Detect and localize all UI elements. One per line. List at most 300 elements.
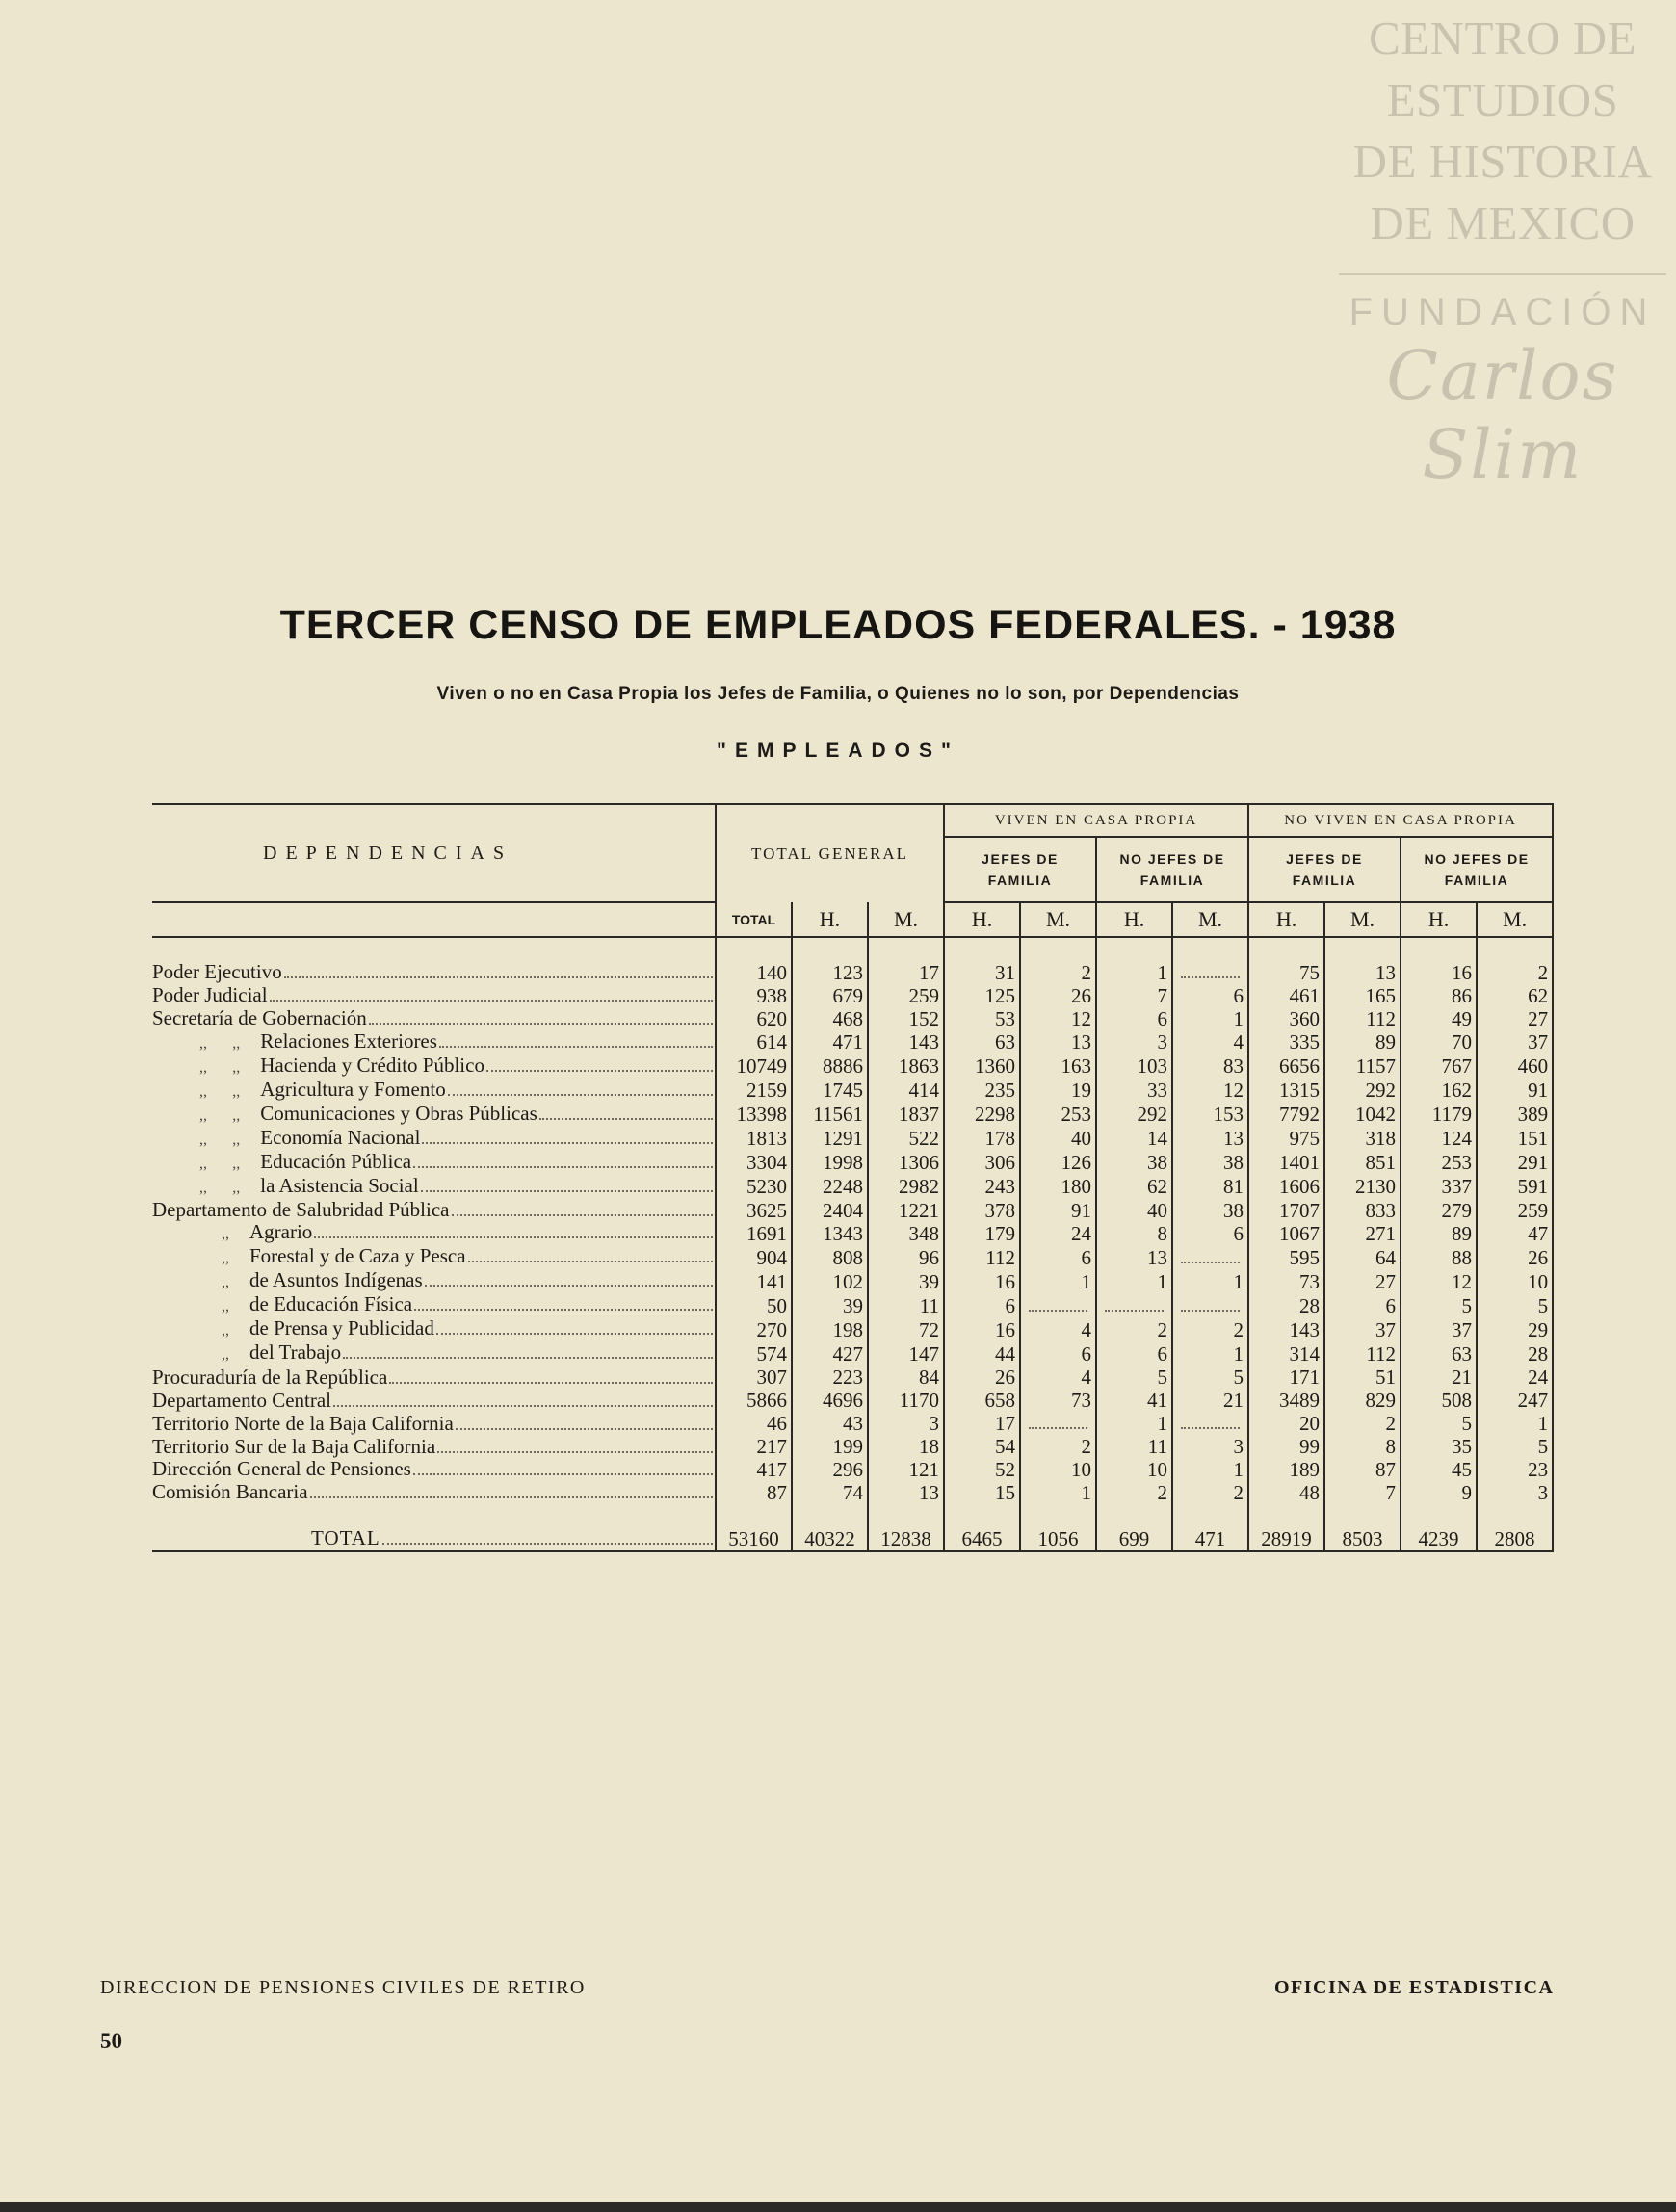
header-no-jefes-familia: NO JEFES DE FAMILIA bbox=[1096, 837, 1248, 902]
dependency-label-wrap bbox=[152, 1481, 715, 1503]
value-cell: 27 bbox=[1324, 1269, 1401, 1293]
value-cell: 1221 bbox=[868, 1199, 944, 1222]
value-cell: 54 bbox=[944, 1435, 1020, 1458]
value-cell: 6 bbox=[1172, 1221, 1248, 1245]
value-cell: 5 bbox=[1096, 1366, 1172, 1389]
value-cell: 1179 bbox=[1401, 1103, 1477, 1127]
spacer-cell bbox=[1477, 1504, 1553, 1527]
dependency-name: Agricultura y Fomento bbox=[260, 1078, 446, 1101]
value-cell: 235 bbox=[944, 1079, 1020, 1103]
spacer-cell bbox=[1477, 937, 1553, 961]
value-cell: 1707 bbox=[1248, 1199, 1324, 1222]
value-cell: 1 bbox=[1172, 1458, 1248, 1481]
dependency-label bbox=[152, 961, 282, 982]
value-cell: 14 bbox=[1096, 1127, 1172, 1151]
value-cell: 123 bbox=[792, 961, 868, 984]
value-cell: 11561 bbox=[792, 1103, 868, 1127]
value-cell: 20 bbox=[1248, 1412, 1324, 1435]
value-cell: 141 bbox=[716, 1269, 792, 1293]
value-cell: 38 bbox=[1096, 1151, 1172, 1175]
value-cell: 253 bbox=[1020, 1103, 1096, 1127]
dependency-name: Agrario bbox=[249, 1221, 313, 1244]
page-subtitle: Viven o no en Casa Propia los Jefes de Familia, o Quienes no lo son, por Dependencias bbox=[436, 684, 1240, 704]
value-cell: 1 bbox=[1020, 1481, 1096, 1504]
spacer-cell bbox=[1172, 937, 1248, 961]
ditto-mark: ,, bbox=[222, 1250, 229, 1267]
value-cell: 291 bbox=[1477, 1151, 1553, 1175]
dependency-label-wrap bbox=[152, 1199, 715, 1221]
value-cell: 292 bbox=[1096, 1103, 1172, 1127]
ditto-mark: ,, bbox=[232, 1106, 241, 1124]
table-body bbox=[152, 937, 1553, 1551]
value-cell: 12 bbox=[1401, 1269, 1477, 1293]
value-cell: 143 bbox=[1248, 1317, 1324, 1341]
dependency-cell bbox=[152, 1366, 716, 1389]
total-value-cell: 471 bbox=[1172, 1527, 1248, 1551]
value-cell: 508 bbox=[1401, 1389, 1477, 1412]
dependency-cell bbox=[152, 1269, 716, 1293]
value-cell: 180 bbox=[1020, 1175, 1096, 1199]
value-cell: 163 bbox=[1020, 1054, 1096, 1079]
value-cell: 38 bbox=[1172, 1151, 1248, 1175]
value-cell: 43 bbox=[792, 1412, 868, 1435]
value-cell: 15 bbox=[944, 1481, 1020, 1504]
value-cell: 3 bbox=[1096, 1030, 1172, 1054]
value-cell: 81 bbox=[1172, 1175, 1248, 1199]
dot-leader bbox=[333, 1405, 713, 1407]
spacer-cell bbox=[792, 937, 868, 961]
value-cell: 1863 bbox=[868, 1054, 944, 1079]
value-cell: 12 bbox=[1020, 1007, 1096, 1030]
spacer-cell bbox=[1401, 937, 1477, 961]
value-cell: 7 bbox=[1324, 1481, 1401, 1504]
value-cell: 13 bbox=[1020, 1030, 1096, 1054]
table-row bbox=[152, 1127, 1553, 1151]
value-cell: 6 bbox=[1172, 984, 1248, 1007]
table-row bbox=[152, 1221, 1553, 1245]
value-cell: 348 bbox=[868, 1221, 944, 1245]
value-cell: 851 bbox=[1324, 1151, 1401, 1175]
dependency-cell bbox=[152, 1341, 716, 1366]
value-cell: 1 bbox=[1020, 1269, 1096, 1293]
value-cell: 13 bbox=[868, 1481, 944, 1504]
value-cell: 3304 bbox=[716, 1151, 792, 1175]
ditto-mark: ,, bbox=[199, 1179, 207, 1196]
value-cell: 75 bbox=[1248, 961, 1324, 984]
dot-leader bbox=[414, 1309, 713, 1311]
table-row bbox=[152, 1269, 1553, 1293]
value-cell: 522 bbox=[868, 1127, 944, 1151]
spacer-cell bbox=[1096, 937, 1172, 961]
dot-leader bbox=[468, 1261, 713, 1262]
dependency-cell bbox=[152, 1054, 716, 1079]
value-cell: 1157 bbox=[1324, 1054, 1401, 1079]
dependency-label-wrap bbox=[152, 1317, 715, 1341]
dot-leader bbox=[413, 1166, 713, 1168]
dependency-label bbox=[152, 1366, 387, 1388]
total-value-cell: 1056 bbox=[1020, 1527, 1096, 1551]
dependency-label-wrap bbox=[152, 1175, 715, 1199]
value-cell: 17 bbox=[868, 961, 944, 984]
dependency-label bbox=[152, 1413, 454, 1434]
spacer-cell bbox=[1324, 937, 1401, 961]
dependency-label bbox=[152, 1054, 484, 1079]
value-cell: 471 bbox=[792, 1030, 868, 1054]
dependency-label bbox=[152, 1030, 437, 1054]
value-cell: 6 bbox=[1324, 1293, 1401, 1317]
dependency-cell bbox=[152, 1317, 716, 1341]
total-label-cell bbox=[152, 1527, 716, 1551]
ditto-mark: ,, bbox=[232, 1131, 241, 1148]
value-cell: 89 bbox=[1401, 1221, 1477, 1245]
value-cell: 307 bbox=[716, 1366, 792, 1389]
value-cell: 50 bbox=[716, 1293, 792, 1317]
value-cell: 3625 bbox=[716, 1199, 792, 1222]
value-cell: 13398 bbox=[716, 1103, 792, 1127]
value-cell: 259 bbox=[868, 984, 944, 1007]
table-row bbox=[152, 984, 1553, 1007]
table-row bbox=[152, 1435, 1553, 1458]
dependency-label-wrap bbox=[152, 1030, 715, 1054]
value-cell: 41 bbox=[1096, 1389, 1172, 1412]
value-cell: 337 bbox=[1401, 1175, 1477, 1199]
value-cell: 417 bbox=[716, 1458, 792, 1481]
census-table bbox=[152, 803, 1554, 1552]
value-cell: 6 bbox=[1096, 1007, 1172, 1030]
ditto-mark: ,, bbox=[222, 1298, 229, 1315]
header-total-general: TOTAL GENERAL bbox=[716, 804, 944, 902]
col-h: H. bbox=[1401, 902, 1477, 937]
census-table-container bbox=[152, 803, 1547, 1552]
value-cell bbox=[1172, 1245, 1248, 1269]
value-cell: 6656 bbox=[1248, 1054, 1324, 1079]
dependency-label bbox=[152, 1127, 420, 1151]
value-cell: 1042 bbox=[1324, 1103, 1401, 1127]
dependency-name: de Asuntos Indígenas bbox=[249, 1269, 423, 1292]
spacer-cell bbox=[152, 937, 716, 961]
value-cell: 461 bbox=[1248, 984, 1324, 1007]
total-label-wrap bbox=[152, 1527, 715, 1549]
dependency-name: del Trabajo bbox=[249, 1341, 342, 1365]
value-cell: 1 bbox=[1477, 1412, 1553, 1435]
value-cell: 223 bbox=[792, 1366, 868, 1389]
value-cell: 296 bbox=[792, 1458, 868, 1481]
value-cell: 1170 bbox=[868, 1389, 944, 1412]
value-cell: 2 bbox=[1324, 1412, 1401, 1435]
value-cell: 279 bbox=[1401, 1199, 1477, 1222]
dependency-name: Secretaría de Gobernación bbox=[152, 1006, 367, 1030]
value-cell: 87 bbox=[1324, 1458, 1401, 1481]
value-cell: 2130 bbox=[1324, 1175, 1401, 1199]
value-cell: 1291 bbox=[792, 1127, 868, 1151]
value-cell: 335 bbox=[1248, 1030, 1324, 1054]
value-cell: 243 bbox=[944, 1175, 1020, 1199]
dot-leader bbox=[369, 1023, 713, 1025]
table-row bbox=[152, 961, 1553, 984]
col-m: M. bbox=[1020, 902, 1096, 937]
value-cell: 70 bbox=[1401, 1030, 1477, 1054]
value-cell: 40 bbox=[1020, 1127, 1096, 1151]
spacer-row bbox=[152, 937, 1553, 961]
dependency-name: Territorio Sur de la Baja California bbox=[152, 1435, 436, 1458]
ditto-mark: ,, bbox=[232, 1034, 241, 1052]
value-cell: 6 bbox=[944, 1293, 1020, 1317]
value-cell: 91 bbox=[1477, 1079, 1553, 1103]
value-cell: 217 bbox=[716, 1435, 792, 1458]
col-h: H. bbox=[1248, 902, 1324, 937]
spacer-cell bbox=[868, 1504, 944, 1527]
value-cell: 1813 bbox=[716, 1127, 792, 1151]
dependency-label bbox=[152, 1151, 411, 1175]
spacer-cell bbox=[716, 937, 792, 961]
col-m: M. bbox=[1172, 902, 1248, 937]
value-cell: 39 bbox=[792, 1293, 868, 1317]
total-value-cell: 4239 bbox=[1401, 1527, 1477, 1551]
value-cell: 468 bbox=[792, 1007, 868, 1030]
value-cell: 10 bbox=[1020, 1458, 1096, 1481]
spacer-cell bbox=[1020, 1504, 1096, 1527]
dot-leader bbox=[314, 1236, 713, 1238]
value-cell: 28 bbox=[1477, 1341, 1553, 1366]
value-cell: 64 bbox=[1324, 1245, 1401, 1269]
value-cell: 414 bbox=[868, 1079, 944, 1103]
dependency-name: Forestal y de Caza y Pesca bbox=[249, 1245, 466, 1268]
dependency-label-wrap bbox=[152, 1221, 715, 1245]
dependency-name: Poder Ejecutivo bbox=[152, 960, 282, 984]
value-cell: 8886 bbox=[792, 1054, 868, 1079]
dependency-name: de Educación Física bbox=[249, 1293, 413, 1316]
watermark bbox=[1339, 8, 1666, 494]
dependency-name: Territorio Norte de la Baja California bbox=[152, 1412, 454, 1435]
value-cell: 13 bbox=[1324, 961, 1401, 984]
value-cell: 1 bbox=[1096, 1269, 1172, 1293]
value-cell: 27 bbox=[1477, 1007, 1553, 1030]
value-cell: 1401 bbox=[1248, 1151, 1324, 1175]
dependency-cell bbox=[152, 1199, 716, 1222]
table-row bbox=[152, 1412, 1553, 1435]
spacer-cell bbox=[1172, 1504, 1248, 1527]
ditto-mark: ,, bbox=[232, 1058, 241, 1076]
page-title: TERCER CENSO DE EMPLEADOS FEDERALES. - 1938 bbox=[279, 602, 1397, 648]
value-cell: 84 bbox=[868, 1366, 944, 1389]
header-viven-casa-propia: VIVEN EN CASA PROPIA bbox=[944, 804, 1248, 837]
dependency-label-wrap bbox=[152, 1436, 715, 1458]
total-value-cell: 12838 bbox=[868, 1527, 944, 1551]
value-cell: 28 bbox=[1248, 1293, 1324, 1317]
value-cell: 103 bbox=[1096, 1054, 1172, 1079]
value-cell: 620 bbox=[716, 1007, 792, 1030]
value-cell: 62 bbox=[1477, 984, 1553, 1007]
value-cell: 4 bbox=[1020, 1317, 1096, 1341]
spacer-cell bbox=[1324, 1504, 1401, 1527]
value-cell: 2 bbox=[1020, 1435, 1096, 1458]
value-cell: 162 bbox=[1401, 1079, 1477, 1103]
dependency-label bbox=[152, 1269, 423, 1293]
value-cell bbox=[1172, 961, 1248, 984]
value-cell: 2 bbox=[1020, 961, 1096, 984]
value-cell: 165 bbox=[1324, 984, 1401, 1007]
value-cell bbox=[1020, 1412, 1096, 1435]
dependency-name: de Prensa y Publicidad bbox=[249, 1317, 434, 1340]
ditto-mark: ,, bbox=[222, 1346, 229, 1364]
spacer-cell bbox=[1248, 1504, 1324, 1527]
spacer-cell bbox=[944, 1504, 1020, 1527]
dot-leader bbox=[448, 1094, 713, 1096]
value-cell: 574 bbox=[716, 1341, 792, 1366]
value-cell: 8 bbox=[1324, 1435, 1401, 1458]
ditto-mark: ,, bbox=[232, 1082, 241, 1100]
value-cell: 31 bbox=[944, 961, 1020, 984]
value-cell: 253 bbox=[1401, 1151, 1477, 1175]
table-row bbox=[152, 1481, 1553, 1504]
value-cell: 1 bbox=[1096, 961, 1172, 984]
value-cell: 4696 bbox=[792, 1389, 868, 1412]
dot-leader bbox=[343, 1357, 713, 1359]
value-cell: 1 bbox=[1172, 1341, 1248, 1366]
value-cell: 7792 bbox=[1248, 1103, 1324, 1127]
spacer-cell bbox=[944, 937, 1020, 961]
value-cell: 37 bbox=[1324, 1317, 1401, 1341]
value-cell: 99 bbox=[1248, 1435, 1324, 1458]
spacer-cell bbox=[1248, 937, 1324, 961]
value-cell: 5 bbox=[1401, 1293, 1477, 1317]
value-cell: 1 bbox=[1172, 1269, 1248, 1293]
value-cell: 1837 bbox=[868, 1103, 944, 1127]
dependency-label bbox=[152, 1390, 331, 1411]
dependency-name: Educación Pública bbox=[260, 1150, 412, 1173]
value-cell: 1315 bbox=[1248, 1079, 1324, 1103]
watermark-line: DE MEXICO bbox=[1370, 196, 1636, 249]
total-value-cell: 28919 bbox=[1248, 1527, 1324, 1551]
value-cell: 12 bbox=[1172, 1079, 1248, 1103]
total-value-cell: 6465 bbox=[944, 1527, 1020, 1551]
ditto-mark: ,, bbox=[199, 1082, 207, 1100]
value-cell: 7 bbox=[1096, 984, 1172, 1007]
value-cell: 151 bbox=[1477, 1127, 1553, 1151]
dependency-label bbox=[152, 1436, 435, 1457]
spacer-cell bbox=[1096, 1504, 1172, 1527]
total-value-cell: 8503 bbox=[1324, 1527, 1401, 1551]
value-cell: 86 bbox=[1401, 984, 1477, 1007]
dependency-label bbox=[152, 1341, 341, 1366]
page-number: 50 bbox=[100, 2029, 122, 2053]
dependency-label-wrap bbox=[152, 1245, 715, 1269]
footer-institution: DIRECCION DE PENSIONES CIVILES DE RETIRO bbox=[100, 1977, 586, 1998]
value-cell: 6 bbox=[1096, 1341, 1172, 1366]
dependency-cell bbox=[152, 961, 716, 984]
value-cell: 378 bbox=[944, 1199, 1020, 1222]
watermark-line: DE HISTORIA bbox=[1352, 135, 1653, 188]
dependency-label bbox=[152, 1199, 450, 1220]
value-cell: 96 bbox=[868, 1245, 944, 1269]
value-cell: 6 bbox=[1020, 1245, 1096, 1269]
total-row bbox=[152, 1527, 1553, 1551]
table-row bbox=[152, 1030, 1553, 1054]
value-cell: 124 bbox=[1401, 1127, 1477, 1151]
table-category: "EMPLEADOS" bbox=[717, 740, 959, 762]
value-cell: 87 bbox=[716, 1481, 792, 1504]
ditto-mark: ,, bbox=[199, 1155, 207, 1172]
dependency-cell bbox=[152, 1245, 716, 1269]
value-cell: 52 bbox=[944, 1458, 1020, 1481]
value-cell: 126 bbox=[1020, 1151, 1096, 1175]
dependency-name: Dirección General de Pensiones bbox=[152, 1458, 411, 1481]
dependency-name: Hacienda y Crédito Público bbox=[260, 1054, 484, 1077]
col-total: TOTAL bbox=[716, 902, 792, 937]
dependency-name: Procuraduría de la República bbox=[152, 1366, 388, 1389]
value-cell: 829 bbox=[1324, 1389, 1401, 1412]
spacer-cell bbox=[868, 937, 944, 961]
value-cell: 140 bbox=[716, 961, 792, 984]
watermark-signature: Carlos Slim bbox=[1386, 336, 1619, 494]
dependency-cell bbox=[152, 1030, 716, 1054]
dot-leader bbox=[422, 1142, 713, 1144]
table-row bbox=[152, 1458, 1553, 1481]
value-cell: 833 bbox=[1324, 1199, 1401, 1222]
table-row bbox=[152, 1341, 1553, 1366]
header-no-jefes-familia: NO JEFES DE FAMILIA bbox=[1401, 837, 1553, 902]
spacer-cell bbox=[792, 1504, 868, 1527]
value-cell: 808 bbox=[792, 1245, 868, 1269]
value-cell: 1306 bbox=[868, 1151, 944, 1175]
value-cell: 74 bbox=[792, 1481, 868, 1504]
dot-leader bbox=[439, 1046, 713, 1048]
value-cell: 2 bbox=[1477, 961, 1553, 984]
value-cell: 89 bbox=[1324, 1030, 1401, 1054]
value-cell: 53 bbox=[944, 1007, 1020, 1030]
table-row bbox=[152, 1199, 1553, 1222]
ditto-mark: ,, bbox=[232, 1155, 241, 1172]
watermark-line: CENTRO DE bbox=[1368, 12, 1637, 65]
dependency-cell bbox=[152, 1175, 716, 1199]
value-cell: 35 bbox=[1401, 1435, 1477, 1458]
value-cell: 13 bbox=[1096, 1245, 1172, 1269]
value-cell: 4 bbox=[1172, 1030, 1248, 1054]
scan-edge bbox=[0, 2202, 1676, 2212]
value-cell: 171 bbox=[1248, 1366, 1324, 1389]
dependency-label bbox=[152, 1317, 434, 1341]
dot-leader bbox=[310, 1496, 713, 1498]
value-cell: 11 bbox=[1096, 1435, 1172, 1458]
value-cell: 614 bbox=[716, 1030, 792, 1054]
value-cell: 314 bbox=[1248, 1341, 1324, 1366]
dependency-label-wrap bbox=[152, 1079, 715, 1103]
value-cell: 37 bbox=[1401, 1317, 1477, 1341]
table-row bbox=[152, 1103, 1553, 1127]
dependency-name: Comunicaciones y Obras Públicas bbox=[260, 1102, 537, 1125]
dot-leader bbox=[425, 1285, 713, 1287]
value-cell: 767 bbox=[1401, 1054, 1477, 1079]
value-cell: 658 bbox=[944, 1389, 1020, 1412]
dependency-label-wrap bbox=[152, 1054, 715, 1079]
value-cell bbox=[1020, 1293, 1096, 1317]
spacer-cell bbox=[1401, 1504, 1477, 1527]
value-cell: 460 bbox=[1477, 1054, 1553, 1079]
value-cell: 2 bbox=[1096, 1481, 1172, 1504]
value-cell: 10 bbox=[1096, 1458, 1172, 1481]
value-cell: 11 bbox=[868, 1293, 944, 1317]
value-cell: 2298 bbox=[944, 1103, 1020, 1127]
table-row bbox=[152, 1389, 1553, 1412]
value-cell: 16 bbox=[944, 1317, 1020, 1341]
dependency-cell bbox=[152, 1007, 716, 1030]
value-cell: 121 bbox=[868, 1458, 944, 1481]
value-cell: 62 bbox=[1096, 1175, 1172, 1199]
header-dependencias: DEPENDENCIAS bbox=[152, 804, 716, 902]
ditto-mark: ,, bbox=[232, 1179, 241, 1196]
value-cell: 2159 bbox=[716, 1079, 792, 1103]
dependency-label-wrap bbox=[152, 1366, 715, 1389]
